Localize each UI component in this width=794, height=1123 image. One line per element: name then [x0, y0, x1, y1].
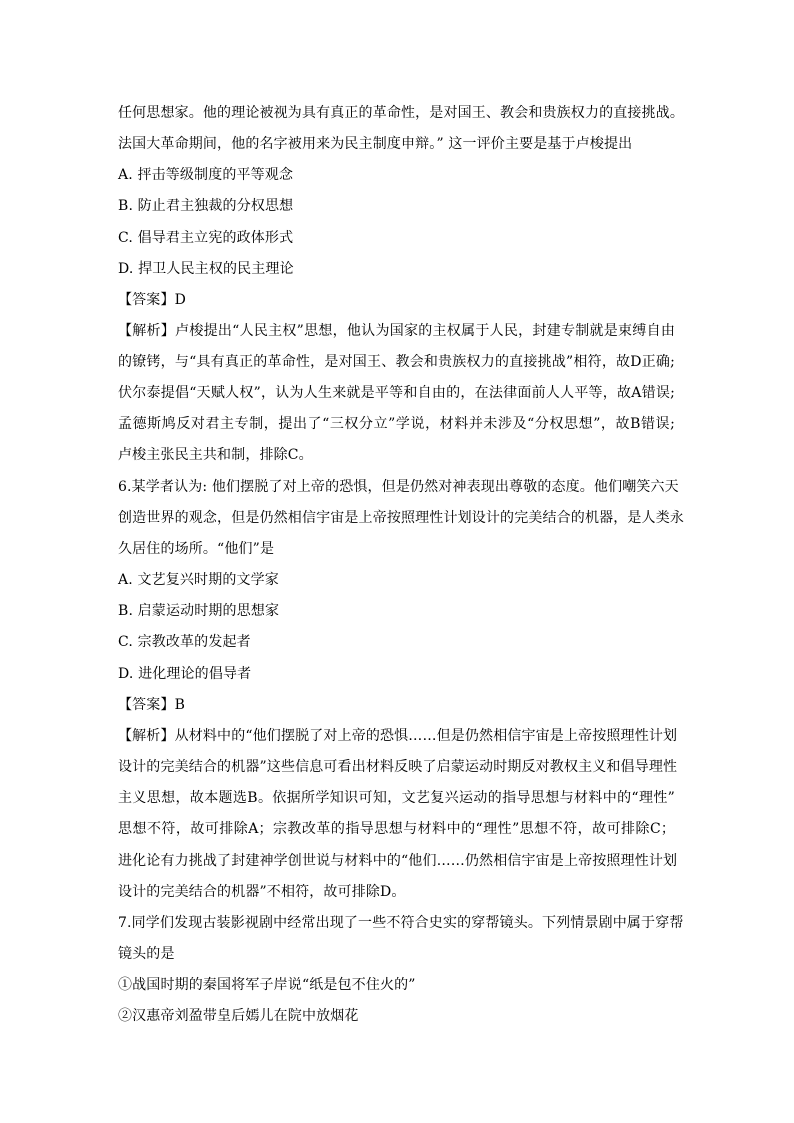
question-6-stem: 创造世界的观念，但是仍然相信宇宙是上帝按照理性计划设计的完美结合的机器，是人类永 [118, 510, 684, 526]
question-6-stem: 久居住的场所。“他们”是 [118, 541, 275, 557]
analysis-line: 进化论有力挑战了封建神学创世说与材料中的“他们……仍然相信宇宙是上帝按照理性计划 [118, 853, 678, 869]
option-a: A. 文艺复兴时期的文学家 [118, 572, 279, 588]
option-d: D. 捍卫人民主权的民主理论 [118, 261, 294, 277]
text-line: 法国大革命期间，他的名字被用来为民主制度申辩。” 这一评价主要是基于卢梭提出 [118, 136, 633, 152]
option-b: B. 防止君主独裁的分权思想 [118, 198, 294, 214]
question-7-item-2: ②汉惠帝刘盈带皇后嫣儿在院中放烟花 [118, 1008, 359, 1024]
answer-label: 【答案】B [118, 697, 186, 713]
analysis-line: 卢梭主张民主共和制，排除C。 [118, 447, 313, 463]
option-d: D. 进化理论的倡导者 [118, 666, 252, 682]
question-7-item-1: ①战国时期的秦国将军子岸说“纸是包不住火的” [118, 977, 416, 993]
question-6-stem: 6.某学者认为: 他们摆脱了对上帝的恐惧，但是仍然对神表现出尊敬的态度。他们嘲笑六天 [118, 479, 679, 495]
analysis-line: 【解析】从材料中的“他们摆脱了对上帝的恐惧……但是仍然相信宇宙是上帝按照理性计划 [118, 728, 678, 744]
answer-label: 【答案】D [118, 292, 186, 308]
option-a: A. 抨击等级制度的平等观念 [118, 167, 294, 183]
analysis-line: 设计的完美结合的机器”不相符，故可排除D。 [118, 884, 406, 900]
analysis-line: 设计的完美结合的机器”这些信息可看出材料反映了启蒙运动时期反对教权主义和倡导理性 [118, 759, 678, 775]
option-c: C. 倡导君主立宪的政体形式 [118, 230, 294, 246]
analysis-line: 的镣铐，与“具有真正的革命性，是对国王、教会和贵族权力的直接挑战”相符，故D正确; [118, 354, 675, 370]
analysis-line: 孟德斯鸠反对君主专制，提出了“三权分立”学说，材料并未涉及“分权思想”，故B错误; [118, 416, 675, 432]
analysis-line: 思想不符，故可排除A；宗教改革的指导思想与材料中的“理性”思想不符，故可排除C； [118, 821, 675, 837]
question-7-stem: 7.同学们发现古装影视剧中经常出现了一些不符合史实的穿帮镜头。下列情景剧中属于穿帮 [118, 915, 684, 931]
analysis-line: 【解析】卢梭提出“人民主权”思想，他认为国家的主权属于人民，封建专制就是束缚自由 [118, 323, 675, 339]
analysis-line: 主义思想，故本题选B。依据所学知识可知，文艺复兴运动的指导思想与材料中的“理性” [118, 790, 675, 806]
text-line: 任何思想家。他的理论被视为具有真正的革命性，是对国王、教会和贵族权力的直接挑战。 [118, 105, 684, 121]
analysis-line: 伏尔泰提倡“天赋人权”，认为人生来就是平等和自由的，在法律面前人人平等，故A错误; [118, 385, 675, 401]
question-7-stem: 镜头的是 [118, 946, 175, 962]
option-b: B. 启蒙运动时期的思想家 [118, 603, 280, 619]
option-c: C. 宗教改革的发起者 [118, 634, 251, 650]
